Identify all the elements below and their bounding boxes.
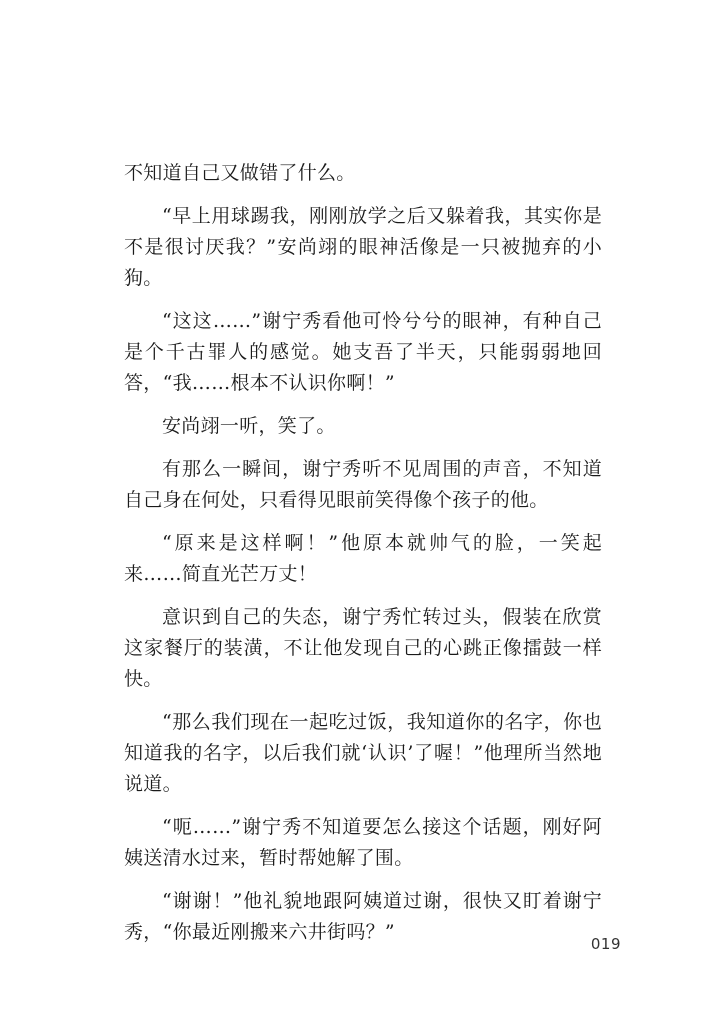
paragraph-2: “早上用球踢我，刚刚放学之后又躲着我，其实你是不是很讨厌我？”安尚翊的眼神活像是一只被抛弃的小狗。 (124, 205, 602, 289)
paragraph-8: “那么我们现在一起吃过饭，我知道你的名字，你也知道我的名字，以后我们就‘认识’了喔！”他理所当然地说道。 (124, 711, 602, 795)
paragraph-9: “呃……”谢宁秀不知道要怎么接这个话题，刚好阿姨送清水过来，暂时帮她解了围。 (124, 816, 602, 869)
paragraph-4: 安尚翊一听，笑了。 (162, 415, 336, 437)
paragraph-10: “谢谢！”他礼貌地跟阿姨道过谢，很快又盯着谢宁秀，“你最近刚搬来六井街吗？” (124, 890, 602, 943)
page-number: 019 (590, 935, 621, 953)
paragraph-3: “这这……”谢宁秀看他可怜兮兮的眼神，有种自己是个千古罪人的感觉。她支吾了半天，只能弱弱地回答，“我……根本不认识你啊！” (124, 310, 602, 394)
body-text (124, 158, 602, 960)
paragraph-5: 有那么一瞬间，谢宁秀听不见周围的声音，不知道自己身在何处，只看得见眼前笑得像个孩子的他。 (124, 458, 602, 511)
paragraph-1: 不知道自己又做错了什么。 (124, 162, 356, 184)
paragraph-6: “原来是这样啊！”他原本就帅气的脸，一笑起来……简直光芒万丈！ (124, 532, 602, 585)
paragraph-7: 意识到自己的失态，谢宁秀忙转过头，假装在欣赏这家餐厅的装潢，不让他发现自己的心跳正像擂鼓一样快。 (124, 606, 602, 690)
